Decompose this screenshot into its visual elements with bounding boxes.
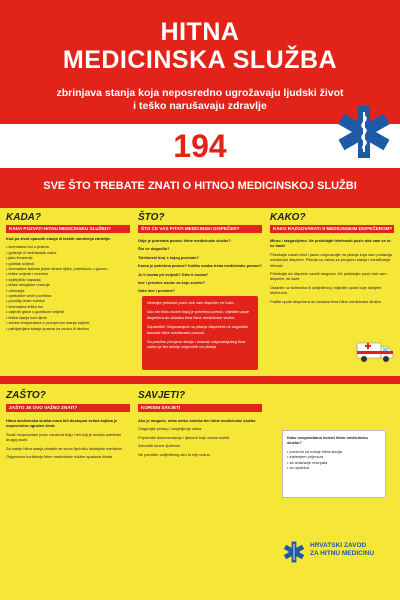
paragraph: Ako je moguće, neka netko dočeka tim hitne medicinske službe. — [138, 418, 257, 423]
ambulance-icon — [356, 338, 394, 364]
list-item: • teška stanja kod djece — [6, 314, 47, 320]
zasto-heading: ZAŠTO? — [6, 390, 46, 401]
separator — [0, 376, 400, 384]
paragraph: Odgovorno korištenje hitne medicinske službe spašava živote. — [6, 454, 114, 460]
paragraph: Hitna medicinska služba mora biti dostupna svima kojima je neposredno ugrožen život. — [6, 418, 118, 429]
savjeti-heading: SAVJETI? — [138, 390, 186, 401]
info-banner-text: SVE ŠTO TREBATE ZNATI O HITNOJ MEDICINSKOJ SLUŽBI — [43, 180, 357, 192]
emergency-number: 194 — [173, 128, 227, 164]
list-item: • traženjem prijevoza — [287, 454, 324, 460]
list-item: • opekotine većih površina — [6, 293, 52, 299]
sto-note-box — [142, 296, 258, 370]
paragraph: Pratite upute dispečera do dolaska tima hitne medicinske službe. — [270, 298, 382, 304]
institute-logo-icon — [282, 540, 306, 564]
note: Zapamtite! Odgovarajući na pitanja dispečera ne odgađate dolazak hitne medicinske pomoći. — [147, 324, 249, 335]
paragraph: Ne pomičite ozlijeđenog ako to nije nužno. — [138, 451, 211, 457]
paragraph: Mirno i razgovijetno. Ne prekidajte telefonski poziv dok vam se to ne kaže! — [270, 238, 391, 249]
list-item: • iznenadna teška bol — [6, 303, 44, 309]
paragraph: Pričekajte da dispečer završi razgovor. Ne prekidajte poziv dok vam dispečer ne kaže. — [270, 271, 387, 282]
list-item: • za uputnice — [287, 465, 310, 471]
subtitle-line2: i teško narušavaju zdravlje — [133, 100, 267, 112]
misuse-box — [282, 430, 386, 498]
list-item: • teške alergijske reakcije — [6, 282, 50, 288]
list-item: • gubitak svijesti — [6, 260, 34, 266]
question: Koma je potrebna pomoć? Koliko osoba treba medicinsku pomoć? — [138, 263, 262, 269]
logo-line2: ZA HITNU MEDICINU — [310, 550, 375, 557]
paragraph: Pokušajte ostati mirni i jasno odgovarajte na pitanja koja vam postavlja medicinski dispečer. Pitanja su važna za procjenu stanja i određivanje hitnosti. — [270, 251, 392, 268]
list-item: • iznenadna slabost jedne strane tijela, poteškoće u govoru — [6, 266, 108, 272]
paragraph: Osigurajte pristup i osvjetljenje ulaza. — [138, 426, 203, 432]
list-item: • otrovanja — [6, 287, 25, 293]
paragraph: Zatvorite kućne ljubimce. — [138, 443, 182, 449]
sto-heading: ŠTO? — [138, 212, 165, 223]
sto-questions — [138, 238, 262, 300]
question: Gdje je potrebna pomoć hitne medicinske službe? — [138, 238, 231, 243]
logo-line1: HRVATSKI ZAVOD — [310, 542, 367, 549]
list-item: • jako krvarenje — [6, 255, 33, 261]
kako-bar: KAKO RAZGOVARATI S MEDICINSKIM DISPEČEROM? — [270, 225, 394, 233]
list-item: • gušenje ili nedostatak zraka — [6, 249, 57, 255]
savjeti-bar: KORISNI SAVJETI — [138, 404, 262, 412]
list-item: • psihijatrijska stanja opasna za osobu ili okolinu — [6, 325, 89, 331]
question: Je li osoba pri svijesti? Diše li osoba? — [138, 271, 209, 277]
info-banner — [0, 168, 400, 208]
question: Telefonski broj s kojeg pozivate? — [138, 254, 199, 260]
paragraph: Svaki neopravdani poziv zauzima liniju i tim koji je možda potreban drugoj osobi. — [6, 431, 122, 443]
list-item: • teške ozljede i nesreće — [6, 271, 49, 277]
list-item: • iznenadna bol u prsima — [6, 244, 49, 250]
note: Za pravilnu procjenu stanja i dolazak odgovarajućeg tima važno je što točnije odgovoriti na pitanja. — [147, 339, 246, 350]
kada-text — [6, 236, 130, 374]
question: Vaše ime i prezime? — [138, 288, 175, 294]
list-item: • pozivom za manje hitna stanja — [287, 448, 342, 454]
kada-intro: Kod po život opasnih stanja ili teških narušenja zdravlja: — [6, 236, 111, 241]
zasto-bar: ZAŠTO JE OVO VAŽNO ZNATI? — [6, 404, 130, 412]
title-line1: HITNA — [160, 18, 240, 46]
kada-bar: KADA POZVATI HITNU MEDICINSKU SLUŽBU? — [6, 225, 130, 233]
kada-heading: KADA? — [6, 212, 41, 223]
paragraph: Ostanite uz bolesnika ili ozlijeđenog i slijedite upute koje dobijete telefonom. — [270, 284, 382, 296]
list-item: • za izdavanje recepata — [287, 459, 328, 465]
paragraph: Za manje hitna stanja obratite se svom liječniku obiteljske medicine. — [6, 445, 123, 451]
sto-bar: ŠTO ĆE VAS PITATI MEDICINSKI DISPEČER? — [138, 225, 262, 233]
title-line2: MEDICINSKA SLUŽBA — [62, 46, 338, 74]
question: Ime i prezime osobe za koju zovete? — [138, 280, 206, 286]
paragraph: Pripremite dokumentaciju i lijekove koje osoba koristi. — [138, 434, 231, 440]
list-item: • porođaj izvan bolnice — [6, 298, 45, 304]
kako-text — [270, 238, 394, 338]
savjeti-text — [138, 418, 262, 594]
subtitle-line1: zbrinjava stanja koja neposredno ugrožavaju ljudski život — [56, 87, 344, 99]
list-item: • ozljede glave s gubitkom svijesti — [6, 309, 64, 315]
zasto-text — [6, 418, 130, 594]
institute-logo-text — [310, 542, 374, 558]
note: Ako ste blizu osobe kojoj je potrebna pomoć, slijedite upute dispečera do dolaska tima hitne medicinske službe. — [147, 309, 250, 320]
list-item: • epileptički napadaj — [6, 276, 41, 282]
list-item: • visoka temperatura s promjenom stanja svijesti — [6, 320, 90, 326]
note: Nemojte prekinuti poziv dok vam dispečer ne kaže. — [147, 300, 235, 305]
misuse-box-title: Kako neopravdano koristi hitnu medicinsku službu? — [287, 435, 368, 446]
star-of-life-icon — [334, 102, 394, 162]
kako-heading: KAKO? — [270, 212, 306, 223]
question: Što se dogodilo? — [138, 246, 170, 252]
